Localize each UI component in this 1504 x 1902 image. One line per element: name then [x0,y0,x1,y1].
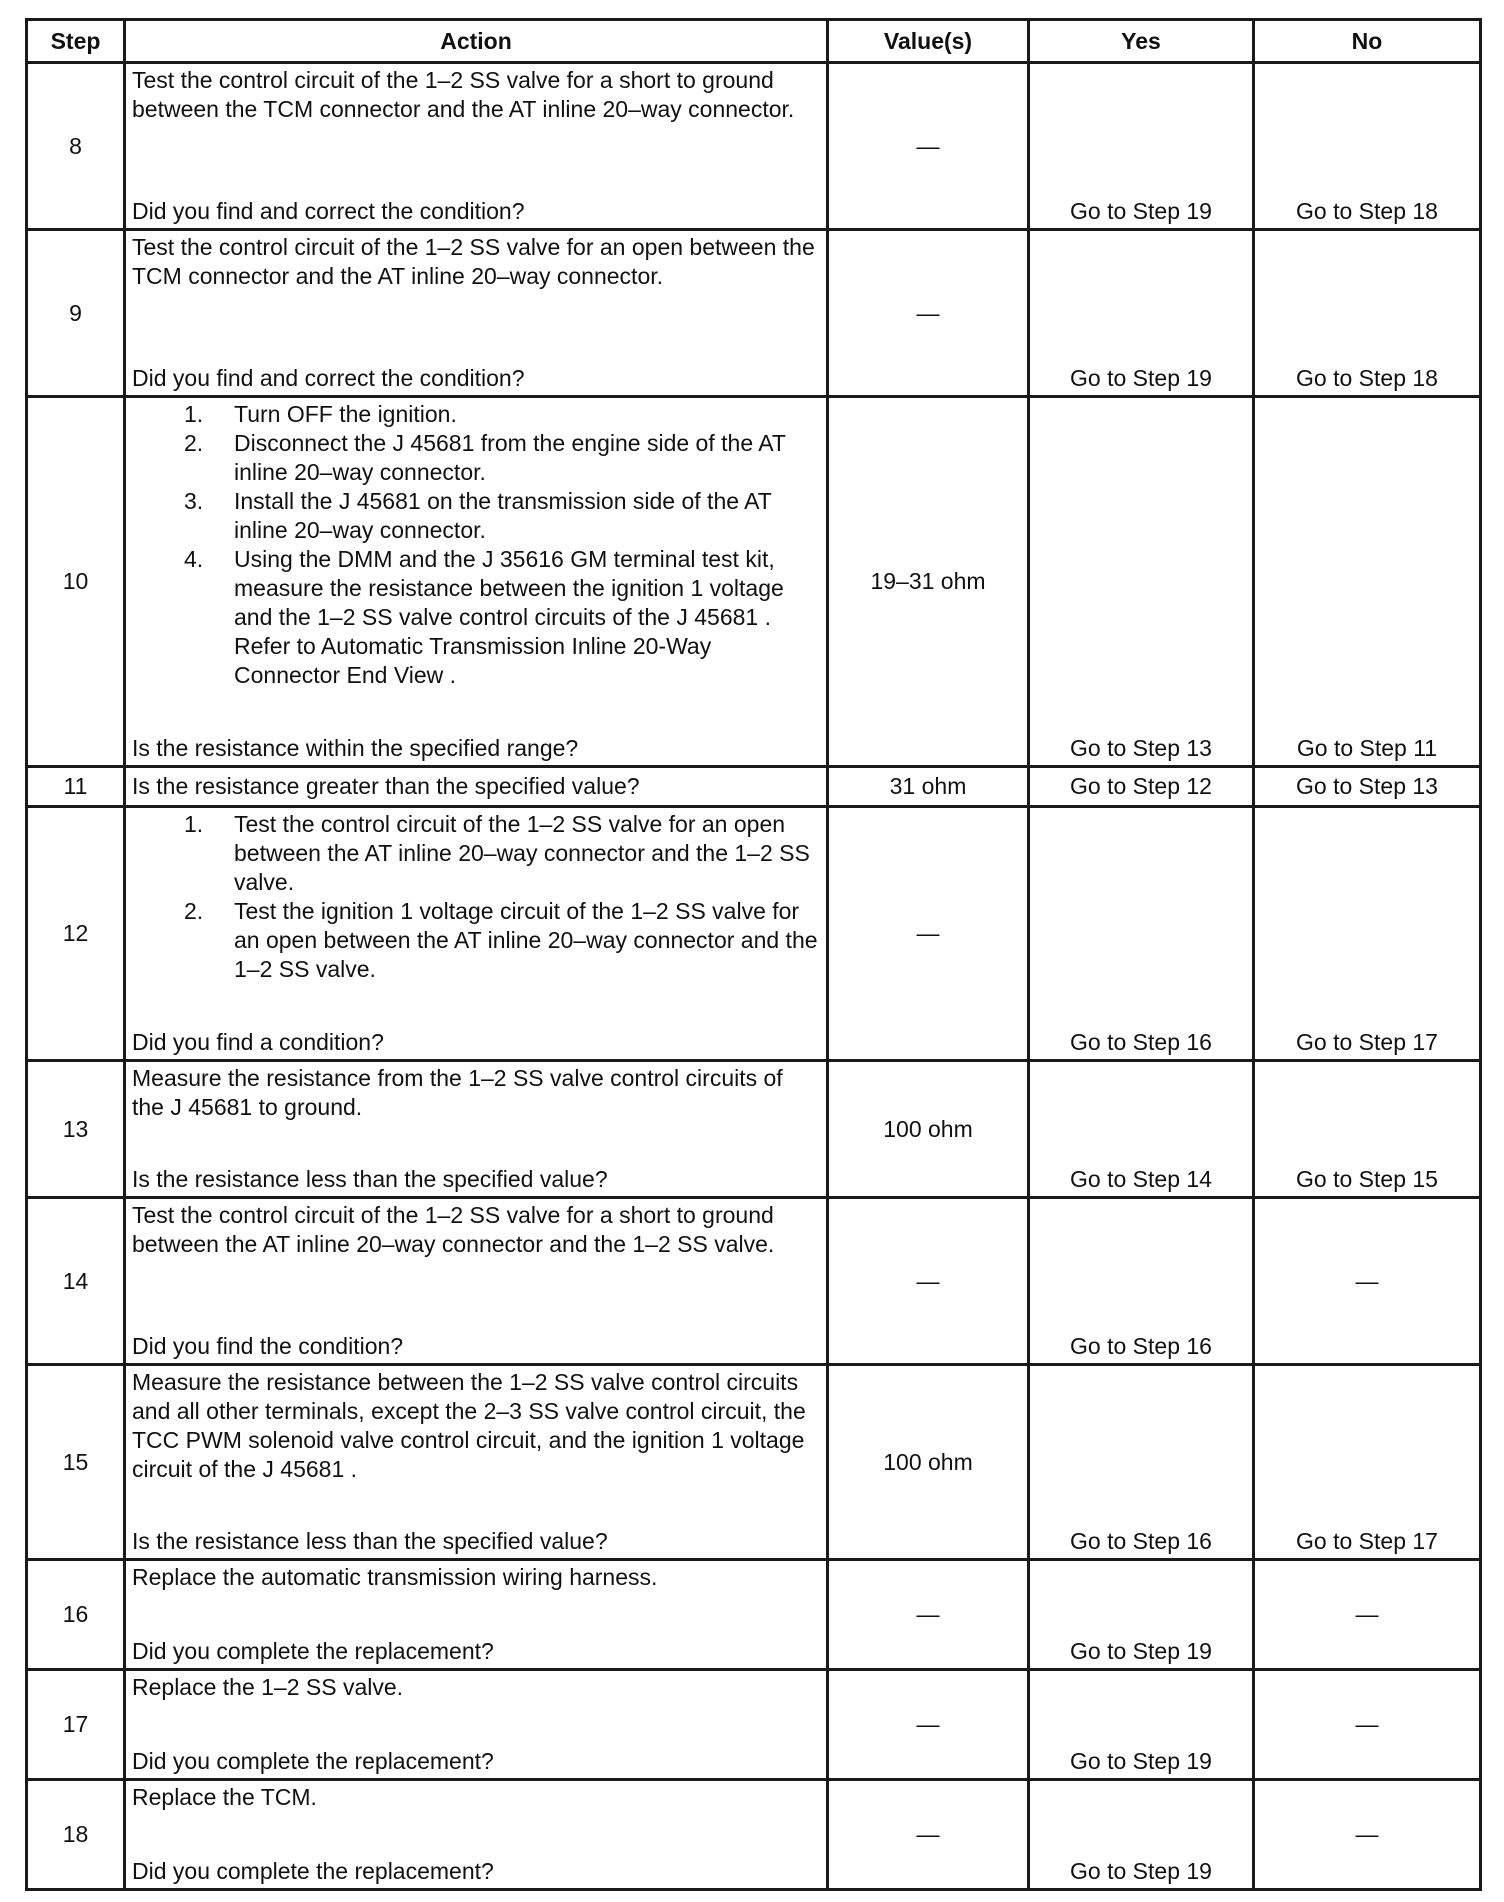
table-row [27,397,1481,767]
action-text: Replace the TCM. [132,1784,317,1810]
value-cell: 100 ohm [828,1061,1029,1198]
action-question: Is the resistance less than the specified value? [132,1166,608,1192]
action-content [126,1781,826,1888]
yes-cell: Go to Step 16 [1029,807,1254,1061]
action-content [126,1199,826,1363]
action-instructions [132,1563,818,1592]
action-cell [125,1670,828,1780]
action-instructions [132,1783,818,1812]
action-content [126,1366,826,1558]
action-cell [125,1061,828,1198]
action-cell [125,1198,828,1365]
header-step: Step [27,20,125,63]
yes-cell: Go to Step 12 [1029,767,1254,807]
action-step-text: Turn OFF the ignition. [234,401,457,427]
action-question: Did you find and correct the condition? [132,198,525,224]
no-cell: Go to Step 17 [1254,807,1481,1061]
action-cell [125,1365,828,1560]
step-number: 13 [27,1061,125,1198]
action-content [126,231,826,395]
yes-cell: Go to Step 19 [1029,230,1254,397]
action-text: Test the control circuit of the 1–2 SS valve for a short to ground between the TCM connector and the AT inline 20–way connector. [132,67,795,122]
action-cell [125,1560,828,1670]
table-row [27,1198,1481,1365]
no-cell: Go to Step 18 [1254,230,1481,397]
table-row [27,807,1481,1061]
action-text: Replace the 1–2 SS valve. [132,1674,404,1700]
action-content [126,1671,826,1778]
action-step-item [184,897,818,984]
table-row [27,767,1481,807]
action-instructions [132,233,818,291]
action-content [126,1062,826,1196]
step-number: 12 [27,807,125,1061]
action-question: Did you complete the replacement? [132,1858,494,1884]
table-row [27,1560,1481,1670]
table-row [27,1061,1481,1198]
action-question: Did you complete the replacement? [132,1748,494,1774]
table-row [27,63,1481,230]
action-step-text: Disconnect the J 45681 from the engine side of the AT inline 20–way connector. [234,430,786,485]
action-step-item [184,487,818,545]
action-step-item [184,429,818,487]
table-row [27,1365,1481,1560]
step-number: 10 [27,397,125,767]
action-question: Did you find a condition? [132,1029,384,1055]
no-cell: Go to Step 15 [1254,1061,1481,1198]
value-cell: — [828,1198,1029,1365]
diagnostic-table [25,18,1482,1891]
action-question: Did you complete the replacement? [132,1638,494,1664]
yes-cell: Go to Step 14 [1029,1061,1254,1198]
action-instructions [132,66,818,124]
value-cell: — [828,1560,1029,1670]
action-step-text: Test the control circuit of the 1–2 SS valve for an open between the AT inline 20–way connector and the 1–2 SS valve. [234,811,810,895]
step-number: 14 [27,1198,125,1365]
action-question: Is the resistance greater than the specified value? [132,773,640,799]
action-content [126,1561,826,1668]
header-no: No [1254,20,1481,63]
value-cell: — [828,807,1029,1061]
action-content [126,64,826,228]
table-body [27,63,1481,1890]
value-cell: 19–31 ohm [828,397,1029,767]
action-instructions [132,1064,818,1122]
yes-cell: Go to Step 16 [1029,1198,1254,1365]
step-number: 18 [27,1780,125,1890]
action-cell [125,807,828,1061]
yes-cell: Go to Step 13 [1029,397,1254,767]
action-text: Test the control circuit of the 1–2 SS valve for an open between the TCM connector and the AT inline 20–way connector. [132,234,815,289]
action-instructions [132,1673,818,1702]
action-instructions [132,1368,818,1484]
action-step-item [184,810,818,897]
yes-cell: Go to Step 19 [1029,63,1254,230]
value-cell: — [828,230,1029,397]
header-row [27,20,1481,63]
no-cell: Go to Step 17 [1254,1365,1481,1560]
action-question: Did you find and correct the condition? [132,365,525,391]
no-cell: — [1254,1780,1481,1890]
action-step-number: 2. [184,898,204,924]
value-cell: — [828,1670,1029,1780]
action-text: Replace the automatic transmission wiring harness. [132,1564,658,1590]
action-content [126,768,826,805]
value-cell: 31 ohm [828,767,1029,807]
action-step-number: 1. [184,811,204,837]
action-steps-list [132,810,818,984]
action-step-text: Test the ignition 1 voltage circuit of the 1–2 SS valve for an open between the AT inline 20–way connector and the 1–2 SS valve. [234,898,818,982]
action-text: Measure the resistance between the 1–2 SS valve control circuits and all other terminals, except the 2–3 SS valve control circuit, the TCC PWM solenoid valve control circuit, and the ignition 1 voltage circuit of the J 45681 . [132,1369,806,1482]
action-cell [125,397,828,767]
no-cell: Go to Step 11 [1254,397,1481,767]
action-content [126,808,826,1059]
value-cell: — [828,1780,1029,1890]
action-steps-list [132,400,818,690]
action-step-number: 3. [184,488,204,514]
action-step-number: 4. [184,546,204,572]
action-text: Measure the resistance from the 1–2 SS valve control circuits of the J 45681 to ground. [132,1065,783,1120]
step-number: 15 [27,1365,125,1560]
action-instructions [132,1201,818,1259]
action-text: Test the control circuit of the 1–2 SS valve for a short to ground between the AT inline 20–way connector and the 1–2 SS valve. [132,1202,775,1257]
action-instructions [132,810,818,984]
yes-cell: Go to Step 19 [1029,1670,1254,1780]
action-step-number: 1. [184,401,204,427]
no-cell: Go to Step 18 [1254,63,1481,230]
action-step-item [184,545,818,690]
action-step-text: Install the J 45681 on the transmission side of the AT inline 20–way connector. [234,488,772,543]
no-cell: — [1254,1560,1481,1670]
yes-cell: Go to Step 16 [1029,1365,1254,1560]
no-cell: Go to Step 13 [1254,767,1481,807]
header-action: Action [125,20,828,63]
action-content [126,398,826,765]
action-cell [125,1780,828,1890]
value-cell: — [828,63,1029,230]
action-cell [125,63,828,230]
step-number: 17 [27,1670,125,1780]
action-step-item [184,400,818,429]
action-question: Is the resistance within the specified range? [132,735,579,761]
no-cell: — [1254,1670,1481,1780]
step-number: 8 [27,63,125,230]
table-row [27,1780,1481,1890]
action-question: Did you find the condition? [132,1333,404,1359]
no-cell: — [1254,1198,1481,1365]
step-number: 16 [27,1560,125,1670]
header-values: Value(s) [828,20,1029,63]
action-cell [125,230,828,397]
value-cell: 100 ohm [828,1365,1029,1560]
table-row [27,230,1481,397]
step-number: 11 [27,767,125,807]
action-step-number: 2. [184,430,204,456]
action-cell [125,767,828,807]
action-instructions [132,400,818,690]
action-step-text: Using the DMM and the J 35616 GM terminal test kit, measure the resistance between the ignition 1 voltage and the 1–2 SS valve control circuits of the J 45681 . Refer to Automatic Transmission Inline 20-Way Connector End View . [234,546,784,688]
yes-cell: Go to Step 19 [1029,1560,1254,1670]
table-row [27,1670,1481,1780]
header-yes: Yes [1029,20,1254,63]
step-number: 9 [27,230,125,397]
yes-cell: Go to Step 19 [1029,1780,1254,1890]
action-question: Is the resistance less than the specified value? [132,1528,608,1554]
